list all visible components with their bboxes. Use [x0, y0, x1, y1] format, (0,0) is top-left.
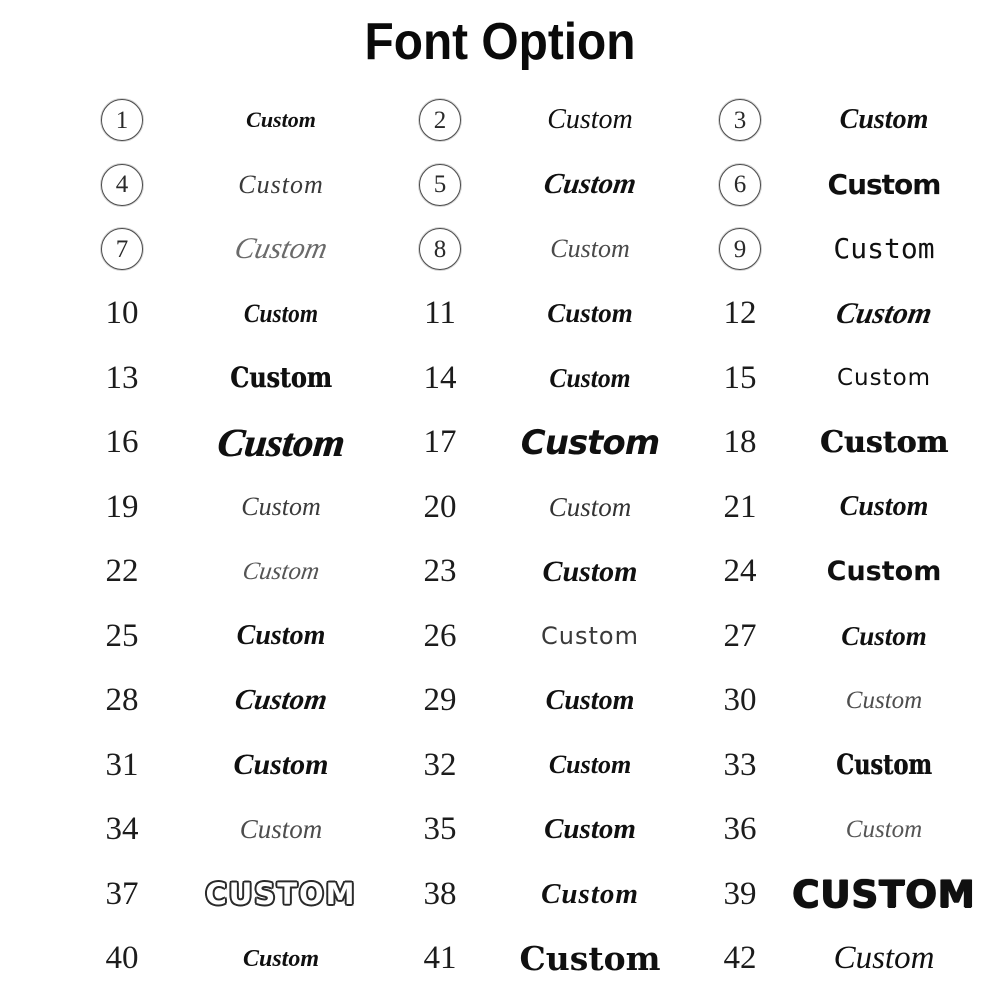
font-sample-text: Custom: [826, 556, 942, 588]
font-option-number: 29: [423, 682, 457, 719]
font-sample-text: Custom: [833, 232, 935, 266]
font-option-item: [86, 475, 404, 540]
font-option-item: [86, 733, 404, 798]
font-option-number: 31: [105, 746, 139, 783]
font-option-number: [404, 228, 476, 270]
font-option-item: [86, 346, 404, 411]
font-option-item: [704, 862, 992, 927]
font-sample-text: Custom: [544, 813, 636, 846]
font-option-item: [404, 153, 704, 218]
font-option-number: 27: [723, 617, 757, 654]
font-sample-text: Custom: [541, 622, 639, 651]
font-option-item: [404, 88, 704, 153]
font-option-item: [704, 733, 992, 798]
font-option-item: [704, 411, 992, 476]
font-sample-text: Custom: [243, 298, 319, 328]
font-option-item: [86, 604, 404, 669]
font-option-number: [704, 164, 776, 206]
font-sample-text: Custom: [542, 554, 638, 588]
circled-number-ring: 8: [419, 228, 461, 270]
circled-number-ring: 7: [101, 228, 143, 270]
font-sample-text: Custom: [241, 492, 321, 522]
font-sample-text: CUSTOM: [792, 872, 976, 916]
font-option-item: [86, 540, 404, 605]
font-option-item: [86, 217, 404, 282]
font-option-number: 17: [423, 424, 457, 461]
circled-number-ring: 1: [101, 99, 143, 141]
font-sample-text: Custom: [548, 491, 632, 522]
font-sample-text: Custom: [819, 424, 949, 460]
font-option-number: 42: [723, 940, 757, 977]
font-option-number: 37: [105, 875, 139, 912]
font-option-item: [86, 153, 404, 218]
font-sample-text: Custom: [845, 816, 923, 844]
font-sample-text: Custom: [520, 422, 660, 463]
font-option-number: 39: [723, 875, 757, 912]
font-option-number: [404, 164, 476, 206]
font-option-item: [704, 475, 992, 540]
font-option-number: [86, 99, 158, 141]
font-option-number: [86, 228, 158, 270]
font-option-item: [86, 88, 404, 153]
font-option-item: [704, 282, 992, 347]
font-option-item: [86, 798, 404, 863]
circled-number-ring: 4: [101, 164, 143, 206]
font-option-item: [704, 217, 992, 282]
font-option-item: [404, 604, 704, 669]
font-option-item: [404, 411, 704, 476]
font-option-item: [404, 217, 704, 282]
circled-number-ring: 9: [719, 228, 761, 270]
font-option-number: 14: [423, 359, 457, 396]
font-sample-text: Custom: [827, 167, 941, 201]
font-option-number: 36: [723, 811, 757, 848]
font-option-item: [404, 282, 704, 347]
circled-number-ring: 5: [419, 164, 461, 206]
font-option-item: [86, 411, 404, 476]
font-option-item: [704, 88, 992, 153]
font-sample-text: Custom: [231, 232, 331, 266]
font-sample-text: Custom: [239, 814, 323, 845]
font-option-number: 28: [105, 682, 139, 719]
font-option-number: 22: [105, 553, 139, 590]
font-option-number: 38: [423, 875, 457, 912]
font-sample-text: Custom: [548, 750, 632, 780]
font-option-item: [704, 346, 992, 411]
font-option-item: [86, 669, 404, 734]
font-option-number: 33: [723, 746, 757, 783]
font-option-item: [704, 927, 992, 992]
font-sample-text: Custom: [833, 940, 935, 977]
font-sample-text: Custom: [246, 107, 316, 133]
font-sample-text: Custom: [240, 558, 322, 586]
font-options-grid: [86, 88, 992, 993]
font-option-number: 23: [423, 553, 457, 590]
font-option-item: [404, 669, 704, 734]
font-option-number: 24: [723, 553, 757, 590]
font-option-number: 35: [423, 811, 457, 848]
font-sample-text: Custom: [841, 620, 927, 651]
font-sample-text: Custom: [519, 939, 661, 979]
font-option-item: [86, 862, 404, 927]
font-option-item: [704, 153, 992, 218]
font-sample-text: Custom: [215, 419, 347, 465]
font-option-item: [404, 540, 704, 605]
circled-number-ring: 2: [419, 99, 461, 141]
page-title: Font Option: [364, 13, 636, 71]
font-option-number: 11: [424, 295, 456, 332]
font-option-item: [86, 927, 404, 992]
font-sample-text: Custom: [839, 104, 929, 136]
font-sample-text: Custom: [550, 234, 630, 264]
font-sample-text: Custom: [836, 364, 932, 391]
font-sample-text: Custom: [232, 684, 330, 717]
font-option-number: 20: [423, 488, 457, 525]
font-option-number: [404, 99, 476, 141]
font-option-number: 25: [105, 617, 139, 654]
font-sample-text: Custom: [545, 684, 635, 716]
font-option-number: 19: [105, 488, 139, 525]
font-option-item: [404, 475, 704, 540]
font-sample-text: Custom: [541, 877, 639, 910]
font-sample-text: Custom: [833, 296, 935, 330]
font-sample-text: CUSTOM: [205, 876, 357, 911]
font-sample-text: Custom: [238, 169, 324, 199]
font-option-number: 15: [723, 359, 757, 396]
font-option-item: [404, 927, 704, 992]
font-sample-text: Custom: [236, 620, 326, 652]
font-option-number: 30: [723, 682, 757, 719]
font-option-item: [704, 540, 992, 605]
font-option-number: 16: [105, 424, 139, 461]
font-option-item: [704, 604, 992, 669]
font-option-number: [86, 164, 158, 206]
font-option-item: [404, 733, 704, 798]
font-option-number: [704, 228, 776, 270]
font-sample-text: Custom: [230, 361, 332, 395]
font-option-number: 26: [423, 617, 457, 654]
font-option-item: [704, 798, 992, 863]
font-sample-text: Custom: [845, 687, 923, 715]
circled-number-ring: 6: [719, 164, 761, 206]
circled-number-ring: 3: [719, 99, 761, 141]
font-option-number: [704, 99, 776, 141]
font-option-item: [404, 798, 704, 863]
font-option-number: 34: [105, 811, 139, 848]
font-option-number: 10: [105, 295, 139, 332]
font-option-item: [404, 862, 704, 927]
font-sample-text: Custom: [242, 945, 320, 972]
font-sample-text: Custom: [547, 298, 633, 329]
font-option-number: 40: [105, 940, 139, 977]
font-sample-text: Custom: [233, 748, 329, 782]
font-sample-text: Custom: [549, 362, 631, 393]
font-sample-text: Custom: [547, 104, 633, 136]
font-option-item: [704, 669, 992, 734]
font-sample-text: Custom: [839, 491, 929, 523]
font-option-item: [86, 282, 404, 347]
font-sample-text: Custom: [836, 748, 932, 782]
font-option-item: [404, 346, 704, 411]
font-option-number: 41: [423, 940, 457, 977]
font-option-number: 21: [723, 488, 757, 525]
font-sample-text: Custom: [541, 168, 639, 201]
font-option-number: 12: [723, 295, 757, 332]
font-option-number: 13: [105, 359, 139, 396]
font-option-number: 32: [423, 746, 457, 783]
font-option-number: 18: [723, 424, 757, 461]
